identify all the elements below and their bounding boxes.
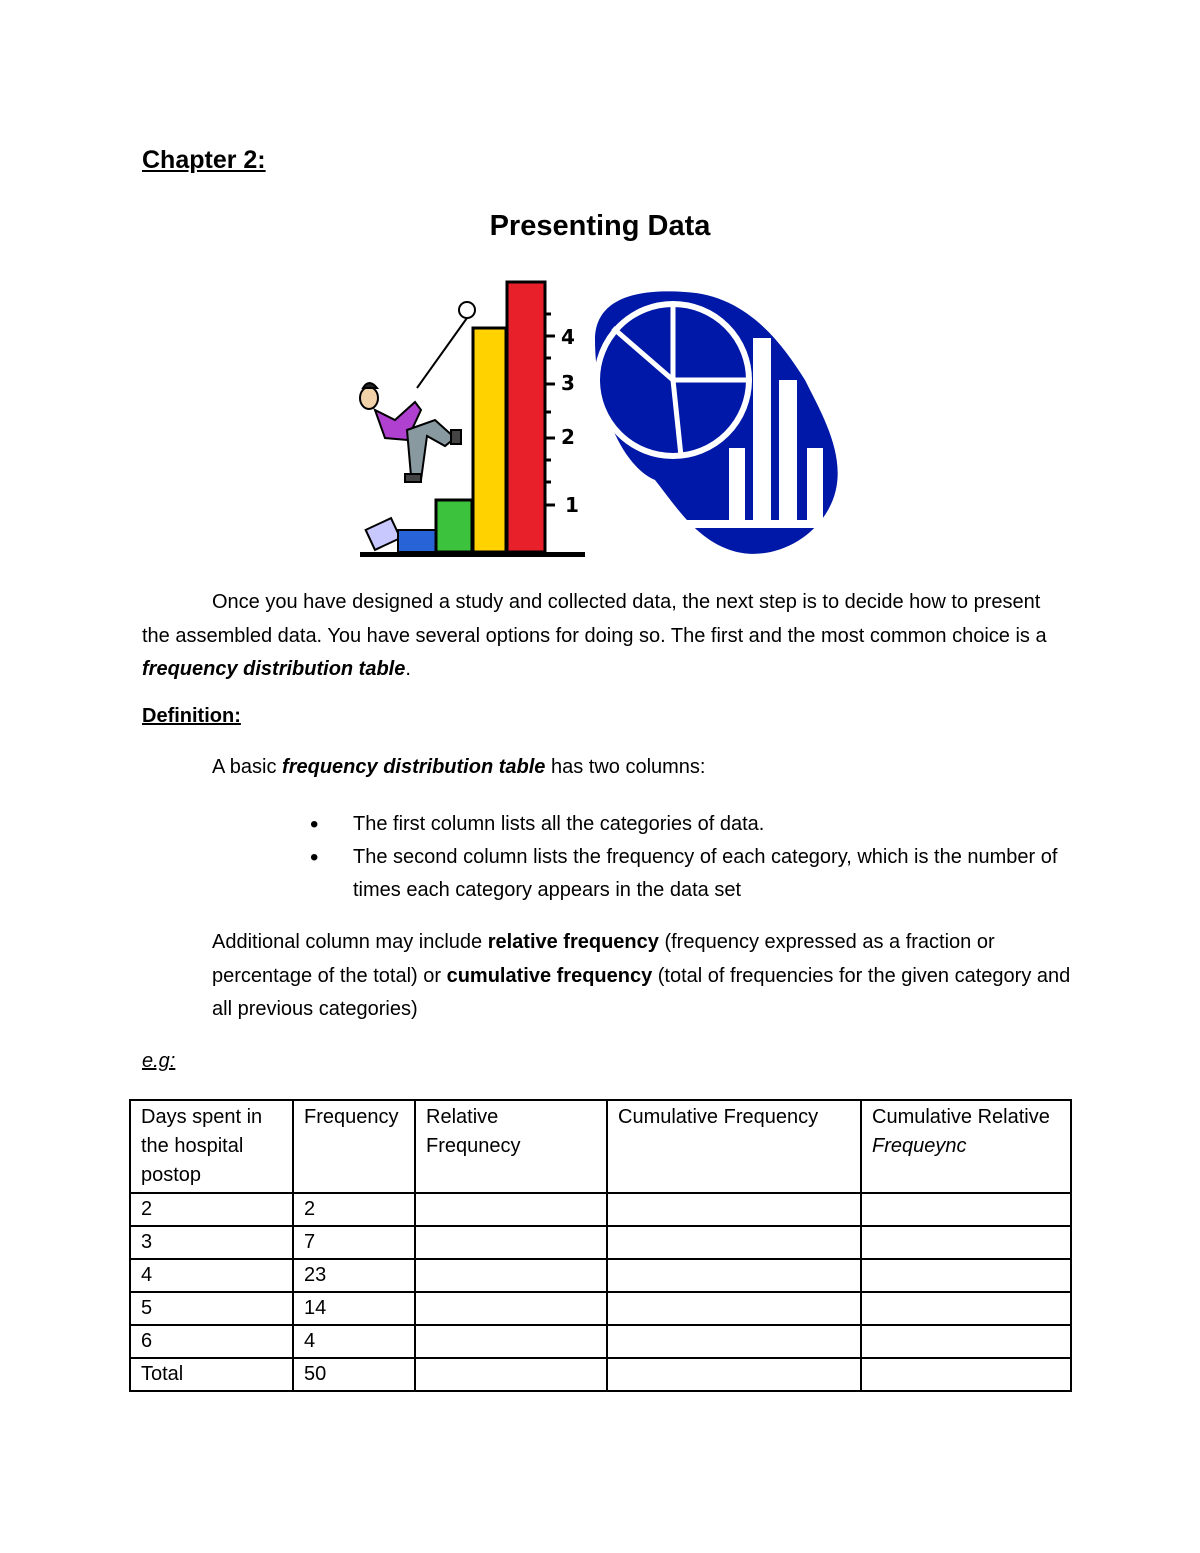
additional-paragraph: [212, 926, 1072, 1027]
cell-days: 2: [130, 1193, 293, 1226]
definition-bullets: [310, 808, 1070, 907]
bullet-item: • The first column lists all the categories of data.: [310, 808, 1070, 841]
yellow-bar: [473, 328, 506, 552]
additional-text-c: (frequency expressed as a fraction or percentage of the total) or: [212, 931, 995, 987]
cell-days: 5: [130, 1292, 293, 1325]
intro-emphasis: frequency distribution table: [142, 658, 406, 680]
lead-after: has two columns:: [545, 756, 706, 778]
lead-emphasis: frequency distribution table: [282, 756, 546, 778]
pie-bar-emblem: [595, 291, 838, 553]
example-label: e.g:: [142, 1050, 176, 1072]
header-cumulative-frequency: Cumulative Frequency: [607, 1100, 861, 1193]
green-bar: [436, 500, 472, 552]
cell-empty[interactable]: [607, 1259, 861, 1292]
cell-empty[interactable]: [861, 1259, 1071, 1292]
table-row: [130, 1193, 1071, 1226]
table-row-total: [130, 1358, 1071, 1391]
cell-empty[interactable]: [607, 1193, 861, 1226]
cell-frequency: 14: [293, 1292, 415, 1325]
table-row: [130, 1292, 1071, 1325]
header-days: Days spent in the hospital postop: [130, 1100, 293, 1193]
bar-icon-2: [753, 338, 771, 520]
cell-days: 4: [130, 1259, 293, 1292]
cumulative-frequency-term: cumulative frequency: [446, 964, 653, 987]
scale-label-1: 1: [565, 493, 579, 517]
books-icon: [366, 518, 436, 552]
cell-frequency: 50: [293, 1358, 415, 1391]
header-relative-frequency: Relative Frequnecy: [415, 1100, 607, 1193]
scale-label-4: 4: [561, 325, 575, 349]
cell-empty[interactable]: [607, 1292, 861, 1325]
cell-days: 3: [130, 1226, 293, 1259]
definition-lead: [212, 756, 705, 779]
cell-empty[interactable]: [415, 1292, 607, 1325]
chapter-heading: Chapter 2:: [142, 146, 266, 174]
header-frequency: Frequency: [293, 1100, 415, 1193]
table-row: [130, 1325, 1071, 1358]
lead-before: A basic: [212, 756, 283, 778]
cell-empty[interactable]: [861, 1292, 1071, 1325]
table-row: [130, 1259, 1071, 1292]
cell-frequency: 23: [293, 1259, 415, 1292]
intro-paragraph: [142, 586, 1062, 687]
cell-empty[interactable]: [607, 1226, 861, 1259]
cell-frequency: 7: [293, 1226, 415, 1259]
cell-empty[interactable]: [415, 1325, 607, 1358]
bar-icon-1: [729, 448, 745, 520]
cell-empty[interactable]: [415, 1358, 607, 1391]
additional-text-e: (total of frequencies for the given category and all previous categories): [212, 964, 1071, 1020]
cell-days: 6: [130, 1325, 293, 1358]
definition-label: Definition:: [142, 705, 241, 727]
bar-icon-4: [807, 448, 823, 520]
cell-empty[interactable]: [861, 1325, 1071, 1358]
cell-empty[interactable]: [861, 1358, 1071, 1391]
bar-icon-3: [779, 380, 797, 520]
cell-empty[interactable]: [607, 1325, 861, 1358]
intro-text-2: .: [405, 658, 411, 680]
page-title: Presenting Data: [489, 210, 711, 242]
cell-empty[interactable]: [415, 1226, 607, 1259]
relative-frequency-term: relative frequency: [487, 931, 659, 953]
cell-empty[interactable]: [607, 1358, 861, 1391]
cell-empty[interactable]: [415, 1193, 607, 1226]
additional-text-a: Additional column may include: [212, 931, 488, 953]
frequency-table: [129, 1099, 1072, 1392]
scale-label-3: 3: [561, 371, 575, 395]
intro-text-1: Once you have designed a study and collected data, the next step is to decide how to present the assembled data. You have several options for doing so. The first and the most common choice is a: [142, 591, 1047, 647]
cell-empty[interactable]: [861, 1226, 1071, 1259]
scale-label-2: 2: [561, 425, 575, 449]
header-cumulative-relative-text: Cumulative Relative: [872, 1106, 1050, 1128]
header-cumulative-relative-italic: Frequeync: [872, 1135, 967, 1157]
red-bar: [507, 282, 545, 552]
climber-figure: [360, 302, 475, 482]
header-cumulative-relative: [861, 1100, 1071, 1193]
table-row: [130, 1226, 1071, 1259]
cell-days: Total: [130, 1358, 293, 1391]
cell-empty[interactable]: [415, 1259, 607, 1292]
bullet-item: • The second column lists the frequency of each category, which is the number of times each category appears in the data set: [310, 841, 1070, 907]
baseline-bar: [665, 520, 837, 528]
presenting-data-clipart: [355, 270, 865, 565]
cell-frequency: 4: [293, 1325, 415, 1358]
cell-frequency: 2: [293, 1193, 415, 1226]
cell-empty[interactable]: [861, 1193, 1071, 1226]
table-header-row: [130, 1100, 1071, 1193]
